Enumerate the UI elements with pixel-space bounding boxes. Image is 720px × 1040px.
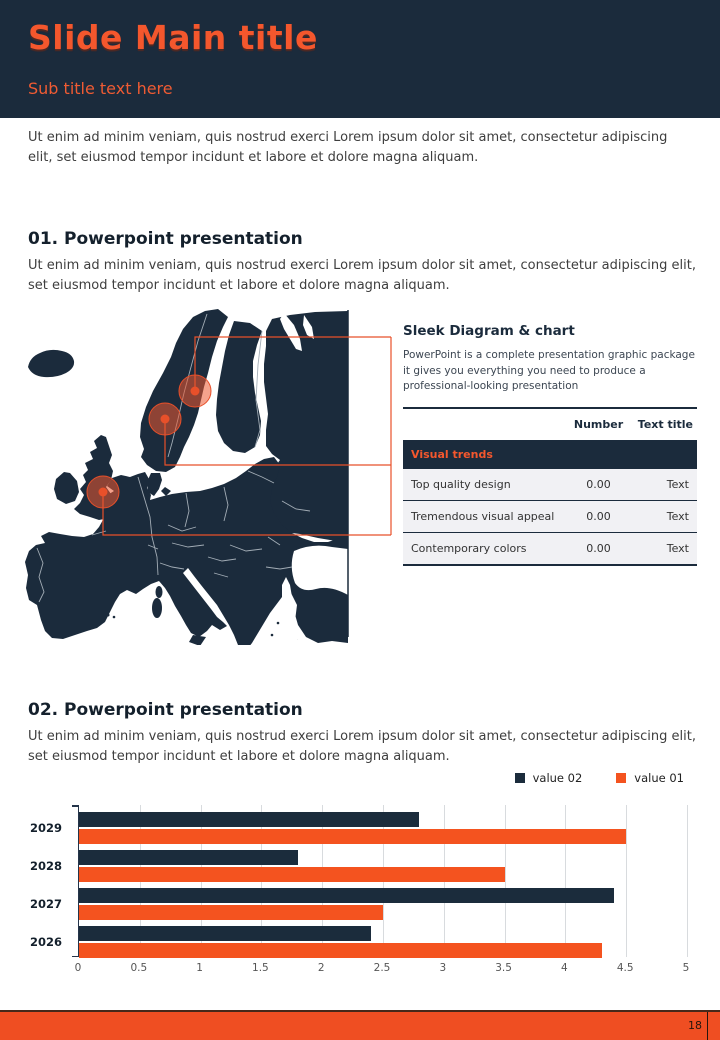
x-axis-tick-label: 4.5 [616, 962, 634, 974]
table-row [403, 469, 697, 501]
row-text: Text [635, 469, 697, 501]
bar-chart [28, 765, 700, 980]
diagram-panel [403, 323, 697, 566]
page-title: Slide Main title [28, 18, 318, 57]
diagram-table [403, 407, 697, 566]
ireland-shape [54, 472, 79, 504]
panel-body: PowerPoint is a complete presentation graphic package it gives you everything you need to produce a professional-looking presentation [403, 349, 695, 392]
chart-legend [515, 771, 684, 785]
x-axis-tick-label: 1 [196, 962, 203, 974]
gridline [687, 805, 688, 957]
europe-landmass [25, 309, 348, 645]
footer-bar [0, 1010, 720, 1040]
category-label: 2029 [30, 821, 63, 835]
legend-item [616, 771, 684, 785]
row-text: Text [635, 500, 697, 532]
bar-value-02 [79, 926, 371, 941]
black-sea [292, 546, 348, 595]
category-label: 2027 [30, 897, 63, 911]
gridline [626, 805, 627, 957]
row-text: Text [635, 532, 697, 565]
marker-norway-icon [149, 403, 181, 435]
category-label: 2026 [30, 935, 63, 949]
x-axis-tick-label: 1.5 [252, 962, 269, 974]
x-axis-tick-label: 5 [682, 962, 690, 974]
footer-divider [707, 1012, 709, 1040]
x-axis-tick-label: 0 [74, 962, 82, 974]
axis-tick [72, 805, 79, 807]
intro-paragraph: Ut enim ad minim veniam, quis nostrud exerci Lorem ipsum dolor sit amet, consectetur adipiscing elit, set eiusmod tempor incidunt et labore et dolore magna aliquam. [28, 130, 668, 165]
sicily-shape [189, 635, 206, 645]
bar-value-01 [79, 829, 626, 844]
bar-value-02 [79, 888, 614, 903]
chart-plot [78, 805, 687, 957]
iceland-shape [28, 350, 74, 377]
row-number: 0.00 [562, 500, 636, 532]
row-label: Contemporary colors [403, 532, 562, 565]
column-text-title: Text title [637, 417, 693, 431]
bar-value-01 [79, 943, 602, 958]
page-subtitle: Sub title text here [28, 79, 173, 98]
row-label: Top quality design [403, 469, 562, 501]
legend-swatch-icon [515, 773, 525, 783]
table-row [403, 532, 697, 565]
corsica-shape [156, 586, 163, 598]
row-number: 0.00 [562, 532, 636, 565]
section-1-heading: 01. Powerpoint presentation [28, 229, 303, 249]
column-spacer [403, 408, 562, 440]
axis-tick [72, 956, 79, 958]
gridline [505, 805, 506, 957]
x-axis-tick-label: 2 [317, 962, 325, 974]
section-1-body: Ut enim ad minim veniam, quis nostrud exerci Lorem ipsum dolor sit amet, consectetur adipiscing elit, set eiusmod tempor incidunt et labore et dolore magna aliquam. [28, 258, 696, 293]
x-axis-tick-label: 3.5 [495, 962, 512, 974]
marker-uk-icon [87, 476, 119, 508]
category-label: 2028 [30, 859, 63, 873]
x-axis-tick-label: 0.5 [130, 962, 148, 974]
x-axis-tick-label: 2.5 [373, 962, 391, 974]
legend-swatch-icon [616, 773, 626, 783]
column-number: Number [573, 417, 624, 431]
table-group-row [403, 440, 697, 469]
bar-value-01 [79, 867, 505, 882]
x-axis-tick-label: 3 [439, 962, 447, 974]
section-2-body: Ut enim ad minim veniam, quis nostrud exerci Lorem ipsum dolor sit amet, consectetur adipiscing elit, set eiusmod tempor incidunt et labore et dolore magna aliquam. [28, 729, 696, 764]
row-number: 0.00 [562, 469, 636, 501]
section-2-heading: 02. Powerpoint presentation [28, 700, 303, 720]
bar-value-02 [79, 850, 298, 865]
marker-sweden-icon [179, 375, 211, 407]
legend-item [515, 771, 583, 785]
group-label: Visual trends [403, 440, 697, 469]
finland-shape [216, 321, 262, 453]
europe-map [0, 305, 400, 645]
table-header-row [403, 408, 697, 440]
bar-value-02 [79, 812, 419, 827]
row-label: Tremendous visual appeal [403, 500, 562, 532]
sardinia-shape [152, 598, 162, 618]
legend-label: value 01 [634, 771, 684, 785]
header-banner [0, 0, 720, 118]
panel-heading: Sleek Diagram & chart [403, 323, 575, 339]
table-row [403, 500, 697, 532]
bar-value-01 [79, 905, 383, 920]
x-axis-tick-label: 4 [561, 962, 568, 974]
gridline [565, 805, 566, 957]
legend-label: value 02 [532, 771, 583, 785]
page-number: 18 [688, 1019, 702, 1032]
